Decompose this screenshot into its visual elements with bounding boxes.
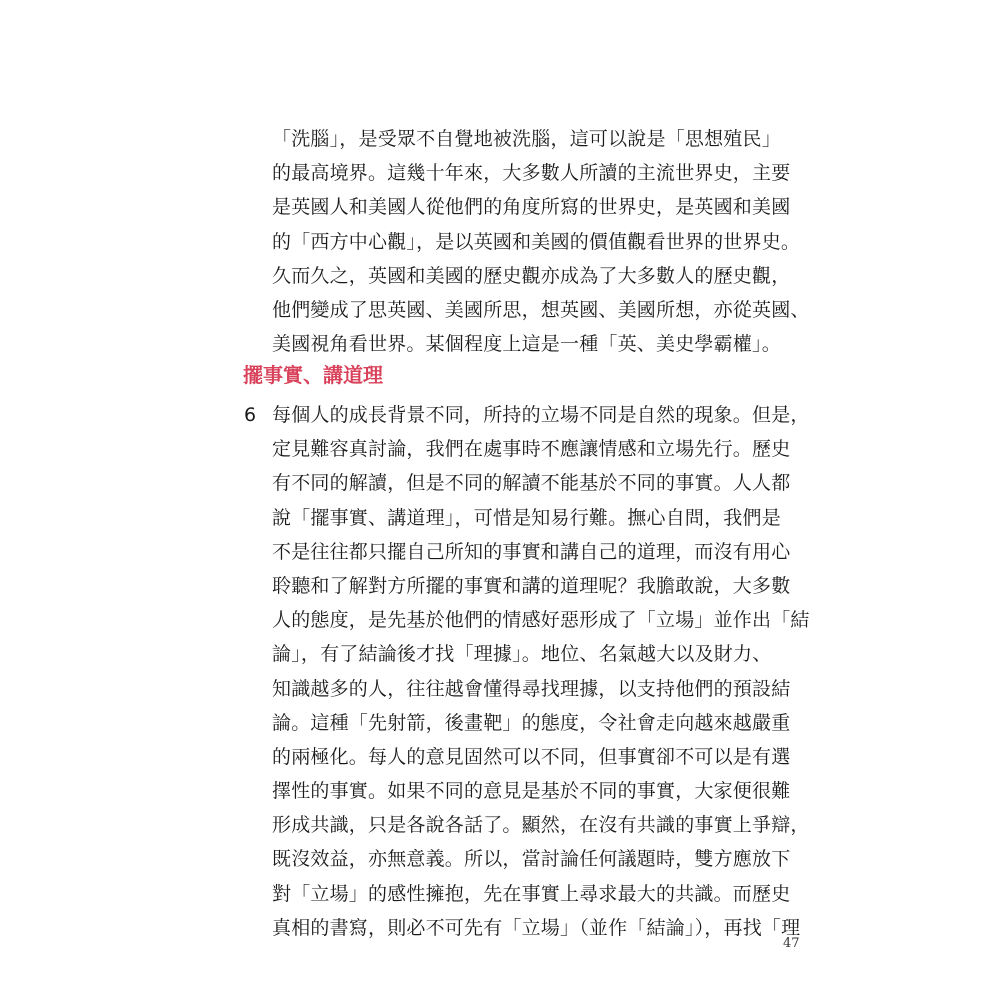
paragraph-line: 的「西方中心觀」，是以英國和美國的價值觀看世界的世界史。 — [272, 230, 801, 253]
paragraph-line: 真相的書寫，則必不可先有「立場」（並作「結論」），再找「理 — [272, 916, 801, 939]
paragraph-number: 6 — [244, 404, 257, 426]
paragraph-line: 論。這種「先射箭，後畫靶」的態度，令社會走向越來越嚴重 — [272, 711, 791, 734]
paragraph-line: 每個人的成長背景不同，所持的立場不同是自然的現象。但是， — [272, 404, 810, 426]
paragraph-line: 「洗腦」，是受眾不自覺地被洗腦，這可以說是「思想殖民」 — [272, 128, 781, 150]
paragraph-line: 說「擺事實、講道理」，可惜是知易行難。撫心自問，我們是 — [272, 506, 781, 529]
page-number: 47 — [783, 936, 800, 951]
paragraph-line: 美國視角看世界。某個程度上這是一種「英、美史學霸權」。 — [272, 333, 781, 356]
paragraph-line: 擇性的事實。如果不同的意見是基於不同的事實，大家便很難 — [272, 780, 791, 803]
section-heading: 擺事實、講道理 — [243, 363, 383, 387]
paragraph-line: 人的態度，是先基於他們的情感好惡形成了「立場」並作出「結 — [272, 609, 810, 632]
paragraph-line: 不是往往都只擺自己所知的事實和講自己的道理，而沒有用心 — [272, 540, 791, 563]
paragraph-line: 是英國人和美國人從他們的角度所寫的世界史，是英國和美國 — [272, 196, 791, 219]
paragraph-line: 他們變成了思英國、美國所思，想英國、美國所想，亦從英國、 — [272, 298, 810, 321]
paragraph-line: 聆聽和了解對方所擺的事實和講的道理呢？我膽敢說，大多數 — [272, 574, 791, 597]
paragraph-line: 的兩極化。每人的意見固然可以不同，但事實卻不可以是有選 — [272, 745, 791, 768]
paragraph-line: 既沒效益，亦無意義。所以，當討論任何議題時，雙方應放下 — [272, 848, 791, 871]
paragraph-1 — [272, 122, 810, 361]
paragraph-line: 定見難容真討論，我們在處事時不應讓情感和立場先行。歷史 — [272, 438, 791, 461]
paragraph-line: 論」，有了結論後才找「理據」。地位、名氣越大以及財力、 — [272, 643, 772, 666]
paragraph-line: 對「立場」的感性擁抱，先在事實上尋求最大的共識。而歷史 — [272, 882, 791, 905]
paragraph-line: 知識越多的人，往往越會懂得尋找理據，以支持他們的預設結 — [272, 677, 791, 700]
paragraph-line: 久而久之，英國和美國的歷史觀亦成為了大多數人的歷史觀， — [272, 264, 791, 287]
paragraph-line: 有不同的解讀，但是不同的解讀不能基於不同的事實。人人都 — [272, 472, 791, 495]
paragraph-line: 形成共識，只是各說各話了。顯然，在沒有共識的事實上爭辯， — [272, 814, 810, 837]
paragraph-line: 的最高境界。這幾十年來，大多數人所讀的主流世界史，主要 — [272, 162, 791, 185]
